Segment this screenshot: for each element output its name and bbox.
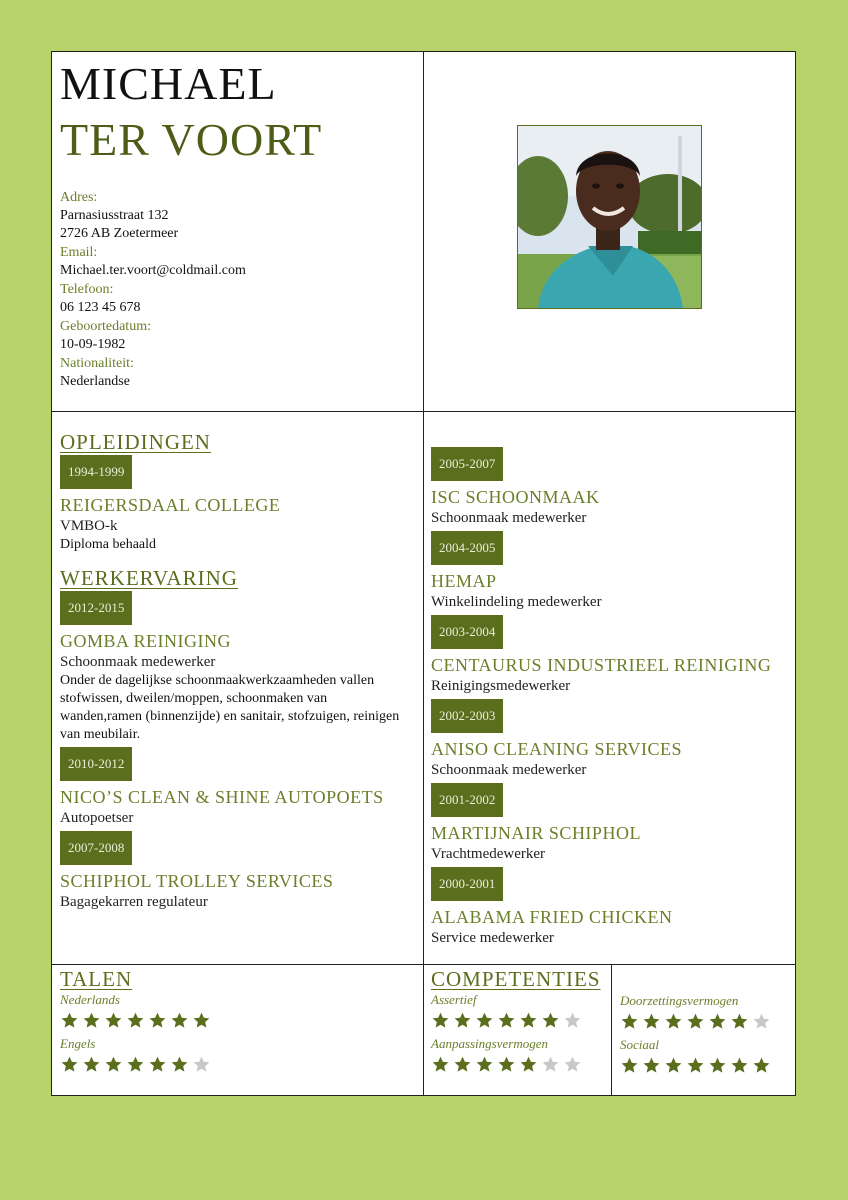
skill-name: Aanpassingsvermogen: [431, 1036, 548, 1051]
rating-stars: [431, 1053, 609, 1075]
star-icon: [752, 1012, 771, 1031]
star-icon: [563, 1011, 582, 1030]
star-icon: [170, 1011, 189, 1030]
entry-organization: MARTIJNAIR SCHIPHOL: [431, 823, 641, 843]
star-icon: [497, 1011, 516, 1030]
entry-organization: ISC SCHOONMAAK: [431, 487, 600, 507]
contact-label: Email:: [60, 245, 98, 260]
entry-role: VMBO-k: [60, 518, 118, 534]
rating-stars: [60, 1053, 415, 1075]
languages-title: TALEN: [60, 967, 133, 991]
star-icon: [642, 1012, 661, 1031]
period-badge: 2000-2001: [431, 867, 503, 901]
entry-organization: HEMAP: [431, 571, 497, 591]
contact-nationality: [60, 354, 410, 391]
contact-value: 2726 AB Zoetermeer: [60, 226, 179, 241]
star-icon: [686, 1056, 705, 1075]
divider-vertical-top: [423, 52, 424, 964]
star-icon: [192, 1055, 211, 1074]
last-name: TER VOORT: [60, 114, 323, 165]
star-icon: [708, 1056, 727, 1075]
rating-stars: [431, 1009, 609, 1031]
experience-entry: [431, 614, 791, 696]
right-column: [431, 446, 791, 950]
competencies-title: COMPETENTIES: [431, 967, 601, 991]
entry-description: Onder de dagelijkse schoonmaakwerkzaamheden vallen stofwissen, dweilen/moppen, schoonmaken van wanden,ramen (binnenzijde) en sanitair, stofzuigen, reinigen van meubilair.: [60, 673, 400, 742]
star-icon: [497, 1055, 516, 1074]
star-icon: [620, 1056, 639, 1075]
entry-organization: CENTAURUS INDUSTRIEEL REINIGING: [431, 655, 772, 675]
entry-role: Bagagekarren regulateur: [60, 894, 208, 910]
star-icon: [475, 1011, 494, 1030]
period-badge: 2005-2007: [431, 447, 503, 481]
star-icon: [431, 1011, 450, 1030]
entry-organization: ANISO CLEANING SERVICES: [431, 739, 683, 759]
entry-organization: ALABAMA FRIED CHICKEN: [431, 907, 673, 927]
contact-label: Adres:: [60, 190, 98, 205]
competencies-section: [431, 967, 609, 1079]
experience-entry: [431, 530, 791, 612]
entry-role: Schoonmaak medewerker: [60, 654, 216, 670]
star-icon: [104, 1055, 123, 1074]
period-badge: 2001-2002: [431, 783, 503, 817]
entry-description: Diploma behaald: [60, 537, 157, 552]
star-icon: [148, 1055, 167, 1074]
star-icon: [664, 1012, 683, 1031]
experience-entry: [60, 590, 415, 744]
contact-label: Telefoon:: [60, 282, 114, 297]
entry-organization: NICO’S CLEAN & SHINE AUTOPOETS: [60, 787, 384, 807]
entry-role: Winkelindeling medewerker: [431, 594, 602, 610]
skill-name: Assertief: [431, 992, 477, 1007]
star-icon: [475, 1055, 494, 1074]
entry-role: Schoonmaak medewerker: [431, 510, 587, 526]
star-icon: [519, 1055, 538, 1074]
star-icon: [104, 1011, 123, 1030]
resume-sheet: [51, 51, 796, 1096]
languages-section: [60, 967, 415, 1079]
contact-value: 06 123 45 678: [60, 300, 141, 315]
star-icon: [82, 1055, 101, 1074]
contact-label: Nationaliteit:: [60, 356, 134, 371]
experience-entry: [431, 782, 791, 864]
star-icon: [453, 1055, 472, 1074]
star-icon: [82, 1011, 101, 1030]
period-badge: 2003-2004: [431, 615, 503, 649]
divider-vertical-bottom-2: [611, 964, 612, 1095]
star-icon: [541, 1055, 560, 1074]
person-photo-icon: [518, 126, 701, 308]
competencies-section-2: [620, 992, 790, 1080]
first-name: MICHAEL: [60, 58, 277, 109]
skill-name: Doorzettingsvermogen: [620, 993, 739, 1008]
star-icon: [431, 1055, 450, 1074]
rating-stars: [620, 1054, 790, 1076]
star-icon: [126, 1055, 145, 1074]
period-badge: 2004-2005: [431, 531, 503, 565]
experience-title: WERKERVARING: [60, 566, 238, 590]
experience-entry: [431, 866, 791, 948]
entry-role: Vrachtmedewerker: [431, 846, 546, 862]
contact-birthdate: [60, 317, 410, 354]
entry-role: Service medewerker: [431, 930, 554, 946]
contact-address: [60, 188, 410, 243]
star-icon: [664, 1056, 683, 1075]
star-icon: [192, 1011, 211, 1030]
left-column: [60, 430, 415, 914]
skill-name: Sociaal: [620, 1037, 659, 1052]
star-icon: [730, 1012, 749, 1031]
star-icon: [642, 1056, 661, 1075]
star-icon: [563, 1055, 582, 1074]
star-icon: [148, 1011, 167, 1030]
star-icon: [730, 1056, 749, 1075]
profile-photo: [517, 125, 702, 309]
period-badge: 1994-1999: [60, 455, 132, 489]
divider-horizontal-1: [52, 411, 795, 412]
star-icon: [686, 1012, 705, 1031]
entry-organization: SCHIPHOL TROLLEY SERVICES: [60, 871, 334, 891]
star-icon: [519, 1011, 538, 1030]
contact-email: [60, 243, 410, 280]
star-icon: [708, 1012, 727, 1031]
contact-info: [60, 188, 410, 391]
entry-role: Autopoetser: [60, 810, 134, 826]
email-link[interactable]: Michael.ter.voort@coldmail.com: [60, 263, 246, 278]
star-icon: [453, 1011, 472, 1030]
contact-value: Nederlandse: [60, 374, 130, 389]
entry-role: Schoonmaak medewerker: [431, 762, 587, 778]
period-badge: 2010-2012: [60, 747, 132, 781]
contact-value: Parnasiusstraat 132: [60, 208, 169, 223]
entry-organization: REIGERSDAAL COLLEGE: [60, 495, 281, 515]
contact-label: Geboortedatum:: [60, 319, 151, 334]
period-badge: 2002-2003: [431, 699, 503, 733]
contact-value: 10-09-1982: [60, 337, 126, 352]
education-title: OPLEIDINGEN: [60, 430, 211, 454]
rating-stars: [60, 1009, 415, 1031]
rating-stars: [620, 1010, 790, 1032]
experience-entry: [60, 746, 415, 828]
education-entry: [60, 454, 415, 554]
star-icon: [620, 1012, 639, 1031]
experience-entry: [431, 446, 791, 528]
experience-entry: [60, 830, 415, 912]
star-icon: [170, 1055, 189, 1074]
skill-name: Engels: [60, 1036, 96, 1051]
divider-vertical-bottom-1: [423, 964, 424, 1095]
star-icon: [752, 1056, 771, 1075]
star-icon: [541, 1011, 560, 1030]
star-icon: [60, 1011, 79, 1030]
entry-role: Reinigingsmedewerker: [431, 678, 571, 694]
entry-organization: GOMBA REINIGING: [60, 631, 231, 651]
star-icon: [126, 1011, 145, 1030]
period-badge: 2007-2008: [60, 831, 132, 865]
period-badge: 2012-2015: [60, 591, 132, 625]
skill-name: Nederlands: [60, 992, 120, 1007]
star-icon: [60, 1055, 79, 1074]
contact-phone: [60, 280, 410, 317]
experience-entry: [431, 698, 791, 780]
